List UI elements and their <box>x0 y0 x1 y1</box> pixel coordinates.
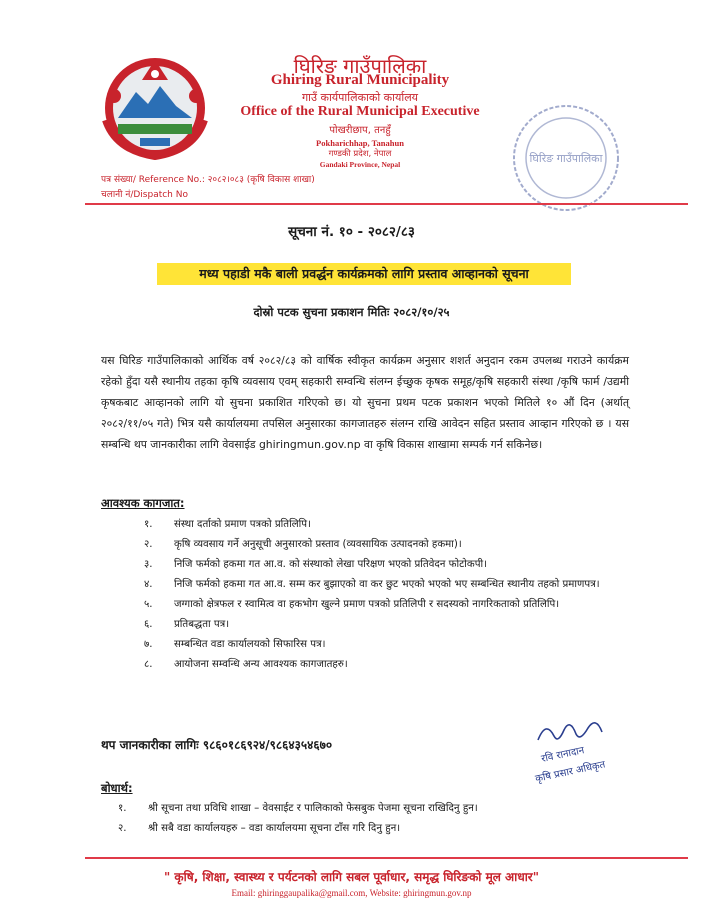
notice-body: यस घिरिङ गाउँपालिकाको आर्थिक वर्ष २०८२/८३ को वार्षिक स्वीकृत कार्यक्रम अनुसार शशर्त अनुदान रकम उपलब्ध गराउने कार्यक्रम रहेको हुँदा यसै स्थानीय तहका कृषि व्यवसाय एवम् सहकारी सम्वन्धि संलग्न ईच्छुक कृषक समूह/कृषि सहकारी संस्था /कृषि फार्म /उद्यमी कृषकबाट आव्हानको लागि यो सुचना प्रकाशित गरिएको छ। यो सुचना प्रथम पटक प्रकाशन भएको मितिले १० औं दिन (अर्थात् २०८२/११/०५ गते) भित्र यसै कार्यालयमा तपसिल अनुसारका कागजातहरु संलग्न राखि आवेदन सहित प्रस्ताव आव्हान गरिएको छ । यस सम्बन्धि थप जानकारीका लागि वेवसाईड ghiringmun.gov.np वा कृषि विकास शाखामा सम्पर्क गर्न सकिनेछ। <box>101 354 629 451</box>
list-item-number: ३. <box>144 559 153 570</box>
list-item-text: सम्बन्धित वडा कार्यालयको सिफारिस पत्र। <box>174 639 326 650</box>
stamp-text: घिरिङ गाउँपालिका <box>529 152 603 165</box>
office-stamp-icon <box>506 98 626 218</box>
list-item-number: २. <box>118 823 127 834</box>
list-item <box>144 635 634 655</box>
footer-slogan: " कृषि, शिक्षा, स्वास्थ्य र पर्यटनको लागि सबल पूर्वाधार, समृद्ध घिरिङको मूल आधार" <box>164 870 539 884</box>
list-item-number: ४. <box>144 579 153 590</box>
reference-number: पत्र संख्या/ Reference No.: २०८२।०८३ (कृषि विकास शाखा) <box>101 175 315 185</box>
list-item-number: १. <box>144 519 153 530</box>
list-item-text: श्री सबै वडा कार्यालयहरु – वडा कार्यालयमा सूचना टाँस गरि दिनु हुन। <box>148 823 401 834</box>
list-item-number: ५. <box>144 599 153 610</box>
list-item-number: ७. <box>144 639 153 650</box>
list-item-text: जग्गाको क्षेत्रफल र स्वामित्व वा हकभोग खुल्ने प्रमाण पत्रको प्रतिलिपी र सदस्यको नागरिकताको प्रतिलिपि। <box>174 599 560 610</box>
list-item <box>144 535 634 555</box>
list-item-text: निजि फर्मको हकमा गत आ.व. को संस्थाको लेखा परिक्षण भएको प्रतिवेदन फोटोकपी। <box>174 559 488 570</box>
list-item-text: निजि फर्मको हकमा गत आ.व. सम्म कर बुझाएको वा कर छुट भएको भएको भए सम्बन्धित स्थानीय तहको प्रमाणपत्र। <box>174 579 600 590</box>
list-item-number: १. <box>118 803 127 814</box>
notice-headline: मध्य पहाडी मकै बाली प्रवर्द्धन कार्यक्रमको लागि प्रस्ताव आव्हानको सूचना <box>157 263 571 285</box>
list-item-number: ६. <box>144 619 153 630</box>
list-item-number: २. <box>144 539 153 550</box>
address-english: Pokharichhap, Tanahun <box>316 138 404 148</box>
list-item <box>144 515 634 535</box>
list-item-text: प्रतिबद्धता पत्र। <box>174 619 230 630</box>
list-item <box>144 555 634 575</box>
contact-numbers: थप जानकारीका लागिः ९८६०१८६९२४/९८६४३५४६७० <box>101 738 333 752</box>
signatory-name: रवि रानादान <box>540 745 586 765</box>
signatory-title: कृषि प्रसार अधिकृत <box>534 759 607 785</box>
footer-contact: Email: ghiringgaupalika@gmail.com, Website: ghiringmun.gov.np <box>231 888 472 898</box>
cc-heading: बोधार्थ: <box>101 781 133 795</box>
address-nepali: पोखरीछाप, तनहुँ <box>329 125 391 136</box>
list-item <box>144 615 634 635</box>
documents-heading: आवश्यक कागजात: <box>101 496 185 510</box>
list-item <box>118 799 638 819</box>
list-item-text: संस्था दर्ताको प्रमाण पत्रको प्रतिलिपि। <box>174 519 311 530</box>
list-item <box>118 819 638 839</box>
dispatch-number: चलानी नं/Dispatch No <box>101 190 188 200</box>
province-english: Gandaki Province, Nepal <box>319 160 401 169</box>
municipality-name-english: Ghiring Rural Municipality <box>270 72 450 88</box>
publication-date: दोस्रो पटक सुचना प्रकाशन मितिः २०८२/१०/२५ <box>253 305 450 319</box>
municipality-name-nepali: घिरिङ गाउँपालिका <box>293 54 427 78</box>
documents-list <box>144 515 634 675</box>
list-item-text: श्री सूचना तथा प्रविधि शाखा – वेवसाईट र पालिकाको फेसबुक पेजमा सूचना राखिदिनु हुन। <box>148 803 478 814</box>
list-item <box>144 655 634 675</box>
signature-icon <box>528 712 638 802</box>
notice-number: सूचना नं. १० - २०८२/८३ <box>288 224 415 240</box>
footer-divider <box>85 857 688 859</box>
header-divider <box>85 203 688 205</box>
province-nepali: गण्डकी प्रदेश, नेपाल <box>328 149 392 159</box>
list-item <box>144 595 634 615</box>
office-name-english: Office of the Rural Municipal Executive <box>240 104 480 119</box>
list-item-text: कृषि व्यवसाय गर्ने अनुसूची अनुसारको प्रस्ताव (व्यवसायिक उत्पादनको हकमा)। <box>174 539 462 550</box>
list-item-number: ८. <box>144 659 153 670</box>
list-item <box>144 575 634 595</box>
cc-list <box>118 799 638 839</box>
list-item-text: आयोजना सम्वन्धि अन्य आवश्यक कागजातहरु। <box>174 659 348 670</box>
office-name-nepali: गाउँ कार्यपालिकाको कार्यालय <box>301 91 419 104</box>
